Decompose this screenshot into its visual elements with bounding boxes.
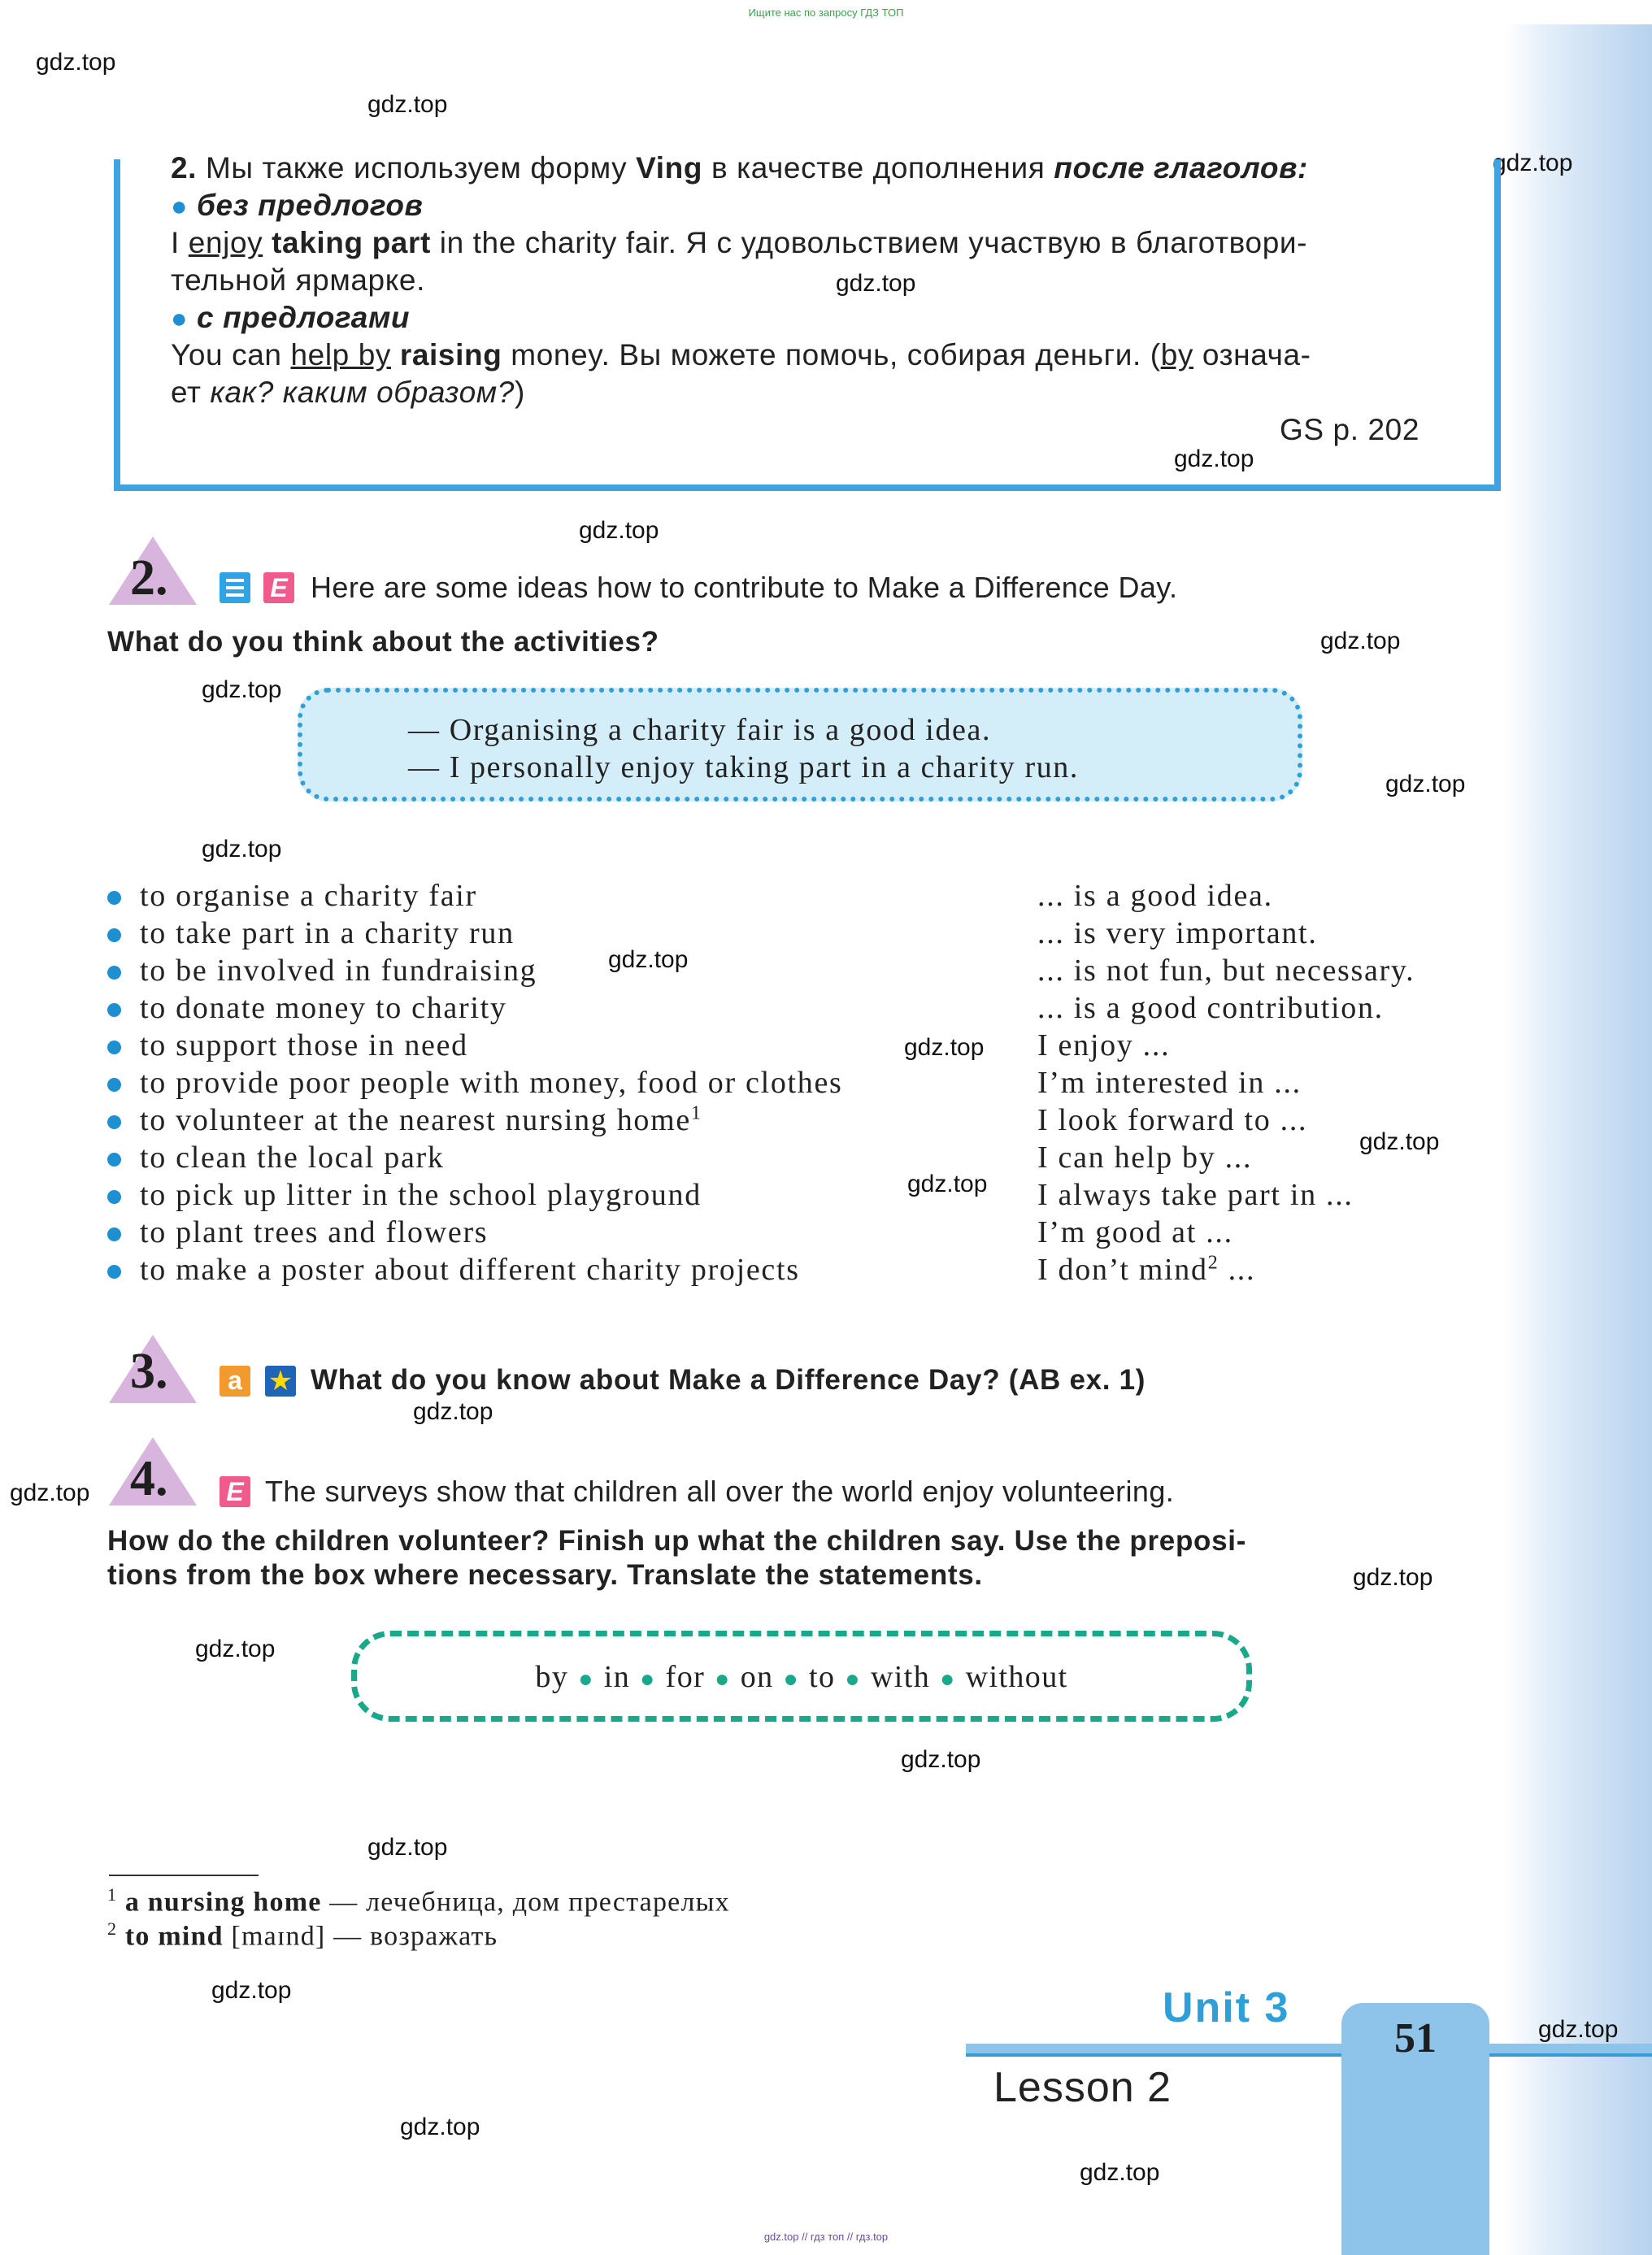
watermark: gdz.top	[836, 270, 916, 297]
bullet-icon	[107, 891, 121, 905]
grammar-line-7: ет как? каким образом?)	[171, 376, 525, 409]
watermark: gdz.top	[367, 1834, 448, 1861]
bullet-icon: ●	[171, 191, 189, 222]
preposition: in	[603, 1660, 631, 1694]
watermark: gdz.top	[400, 2114, 480, 2140]
bullet-icon	[107, 1078, 121, 1092]
grammar-reference: GS p. 202	[1280, 413, 1420, 446]
phrase-item: ... is very important.	[1037, 916, 1318, 950]
phrase-item: I’m good at ...	[1037, 1215, 1233, 1249]
unit-label: Unit 3	[1163, 1984, 1290, 2031]
watermark: gdz.top	[901, 1746, 981, 1773]
grammar-subhead: без предлогов	[197, 189, 424, 222]
grammar-text: в качестве дополнения	[711, 151, 1046, 185]
watermark: gdz.top	[1353, 1564, 1433, 1591]
bullet-icon	[107, 1190, 121, 1204]
bottom-note: gdz.top // гдз топ // гдз.top	[763, 2231, 889, 2243]
exercise-4-question-line-2: tions from the box where necessary. Translate the statements.	[107, 1559, 983, 1591]
bullet-icon: ●	[171, 303, 189, 334]
bullet-icon	[107, 1227, 121, 1241]
activity-item: to plant trees and flowers	[140, 1215, 489, 1249]
star-icon: ★	[265, 1366, 296, 1397]
exercise-2-intro: Here are some ideas how to contribute to Make a Difference Day.	[311, 571, 1178, 604]
watermark: gdz.top	[202, 836, 282, 862]
exercise-4-intro: The surveys show that children all over the world enjoy volunteering.	[265, 1475, 1175, 1508]
watermark: gdz.top	[1080, 2159, 1160, 2186]
grammar-subhead: с предлогами	[197, 301, 411, 334]
bullet-icon	[107, 1265, 121, 1279]
phrase-item: I can help by ...	[1037, 1141, 1253, 1175]
bullet-icon	[107, 928, 121, 942]
exercise-2-question: What do you think about the activities?	[107, 626, 659, 658]
page-edge-strip	[1504, 24, 1652, 2255]
watermark: gdz.top	[1385, 771, 1466, 797]
exercise-3-text: What do you know about Make a Difference Day? (AB ex. 1)	[311, 1364, 1146, 1396]
watermark: gdz.top	[10, 1479, 90, 1506]
bullet-icon	[107, 1115, 121, 1129]
activity-item: to make a poster about different charity projects	[140, 1253, 800, 1287]
watermark: gdz.top	[202, 676, 282, 703]
footnote-rule	[109, 1875, 259, 1876]
footer-bar	[966, 2044, 1652, 2053]
activity-item: to organise a charity fair	[140, 879, 477, 913]
watermark: gdz.top	[211, 1977, 292, 2004]
phrase-item: I look forward to ...	[1037, 1103, 1308, 1137]
footnote-2: $^2$ to mind [maɪnd] — возражать	[107, 1918, 498, 1952]
dialogue-line: — Organising a charity fair is a good idea.	[408, 713, 992, 747]
lesson-label: Lesson 2	[993, 2064, 1172, 2111]
activity-item: to be involved in fundraising	[140, 954, 537, 988]
phrase-item: I enjoy ...	[1037, 1028, 1171, 1062]
watermark: gdz.top	[1174, 445, 1254, 472]
exercise-4-number: 4.	[130, 1451, 168, 1506]
bullet-icon	[107, 1041, 121, 1054]
watermark: gdz.top	[1493, 150, 1573, 176]
grammar-line-3: I enjoy taking part in the charity fair. Я с удовольствием участвую в благотвори-	[171, 226, 1308, 259]
grammar-emphasis: после глаголов:	[1054, 151, 1308, 185]
watermark: gdz.top	[36, 49, 116, 76]
activity-item: to volunteer at the nearest nursing home$^1$	[140, 1102, 702, 1137]
footnote-1: $^1$ a nursing home — лечебница, дом престарелых	[107, 1884, 730, 1918]
grammar-line-5	[171, 301, 410, 335]
grammar-line-2	[171, 189, 423, 223]
activity-item: to donate money to charity	[140, 991, 507, 1025]
preposition: for	[665, 1660, 706, 1694]
activity-item: to clean the local park	[140, 1141, 445, 1175]
top-note: Ищите нас по запросу ГДЗ ТОП	[748, 7, 904, 19]
bullet-icon	[107, 1003, 121, 1017]
watermark: gdz.top	[907, 1171, 988, 1197]
preposition: on	[740, 1660, 774, 1694]
watermark: gdz.top	[413, 1398, 493, 1425]
grammar-ving: Ving	[636, 151, 703, 185]
watermark: gdz.top	[579, 517, 659, 544]
preposition: without	[965, 1660, 1068, 1694]
dialogue-box	[298, 688, 1302, 802]
exercise-3-number: 3.	[130, 1344, 168, 1399]
exercise-2-number: 2.	[130, 550, 168, 606]
footer-bar-line	[966, 2053, 1652, 2057]
grammar-number: 2.	[171, 151, 198, 185]
page-number: 51	[1394, 2015, 1437, 2062]
pen-icon: E	[263, 572, 294, 603]
activity-item: to take part in a charity run	[140, 916, 515, 950]
dialogue-line: — I personally enjoy taking part in a charity run.	[408, 750, 1080, 784]
phrase-item: I always take part in ...	[1037, 1178, 1354, 1212]
phrase-item: ... is a good idea.	[1037, 879, 1273, 913]
activity-item: to provide poor people with money, food or clothes	[140, 1066, 843, 1100]
watermark: gdz.top	[904, 1034, 985, 1061]
phrase-item: I don’t mind$^2$ ...	[1037, 1252, 1256, 1287]
grammar-line-6: You can help by raising money. Вы можете помочь, собирая деньги. (by означа-	[171, 338, 1311, 371]
grammar-line-4: тельной ярмарке.	[171, 263, 425, 297]
grammar-underlined: help by	[290, 338, 391, 371]
preposition: by	[535, 1660, 569, 1694]
letter-a-icon: a	[220, 1366, 250, 1397]
preposition-box	[351, 1631, 1252, 1722]
activity-item: to support those in need	[140, 1028, 468, 1062]
phrase-item: ... is not fun, but necessary.	[1037, 954, 1415, 988]
grammar-line-1	[171, 151, 1308, 185]
grammar-text: Мы также используем форму	[205, 151, 628, 185]
book-icon	[220, 572, 250, 603]
watermark: gdz.top	[1320, 628, 1401, 654]
exercise-4-question-line-1: How do the children volunteer? Finish up what the children say. Use the preposi-	[107, 1525, 1247, 1557]
pen-icon: E	[220, 1476, 250, 1507]
phrase-item: I’m interested in ...	[1037, 1066, 1302, 1100]
preposition-list: by ● in ● for ● on ● to ● with ● without	[535, 1660, 1068, 1694]
activity-item: to pick up litter in the school playground	[140, 1178, 702, 1212]
grammar-underlined: enjoy	[188, 226, 263, 259]
watermark: gdz.top	[195, 1636, 276, 1662]
watermark: gdz.top	[1538, 2016, 1619, 2043]
footnote-marker: 2	[1207, 1252, 1219, 1274]
bullet-icon	[107, 966, 121, 980]
preposition: with	[870, 1660, 931, 1694]
watermark: gdz.top	[367, 91, 448, 118]
footnote-marker: 1	[690, 1102, 702, 1124]
phrase-item: ... is a good contribution.	[1037, 991, 1384, 1025]
preposition: to	[809, 1660, 836, 1694]
bullet-icon	[107, 1153, 121, 1167]
watermark: gdz.top	[1359, 1128, 1440, 1155]
watermark: gdz.top	[608, 946, 689, 973]
